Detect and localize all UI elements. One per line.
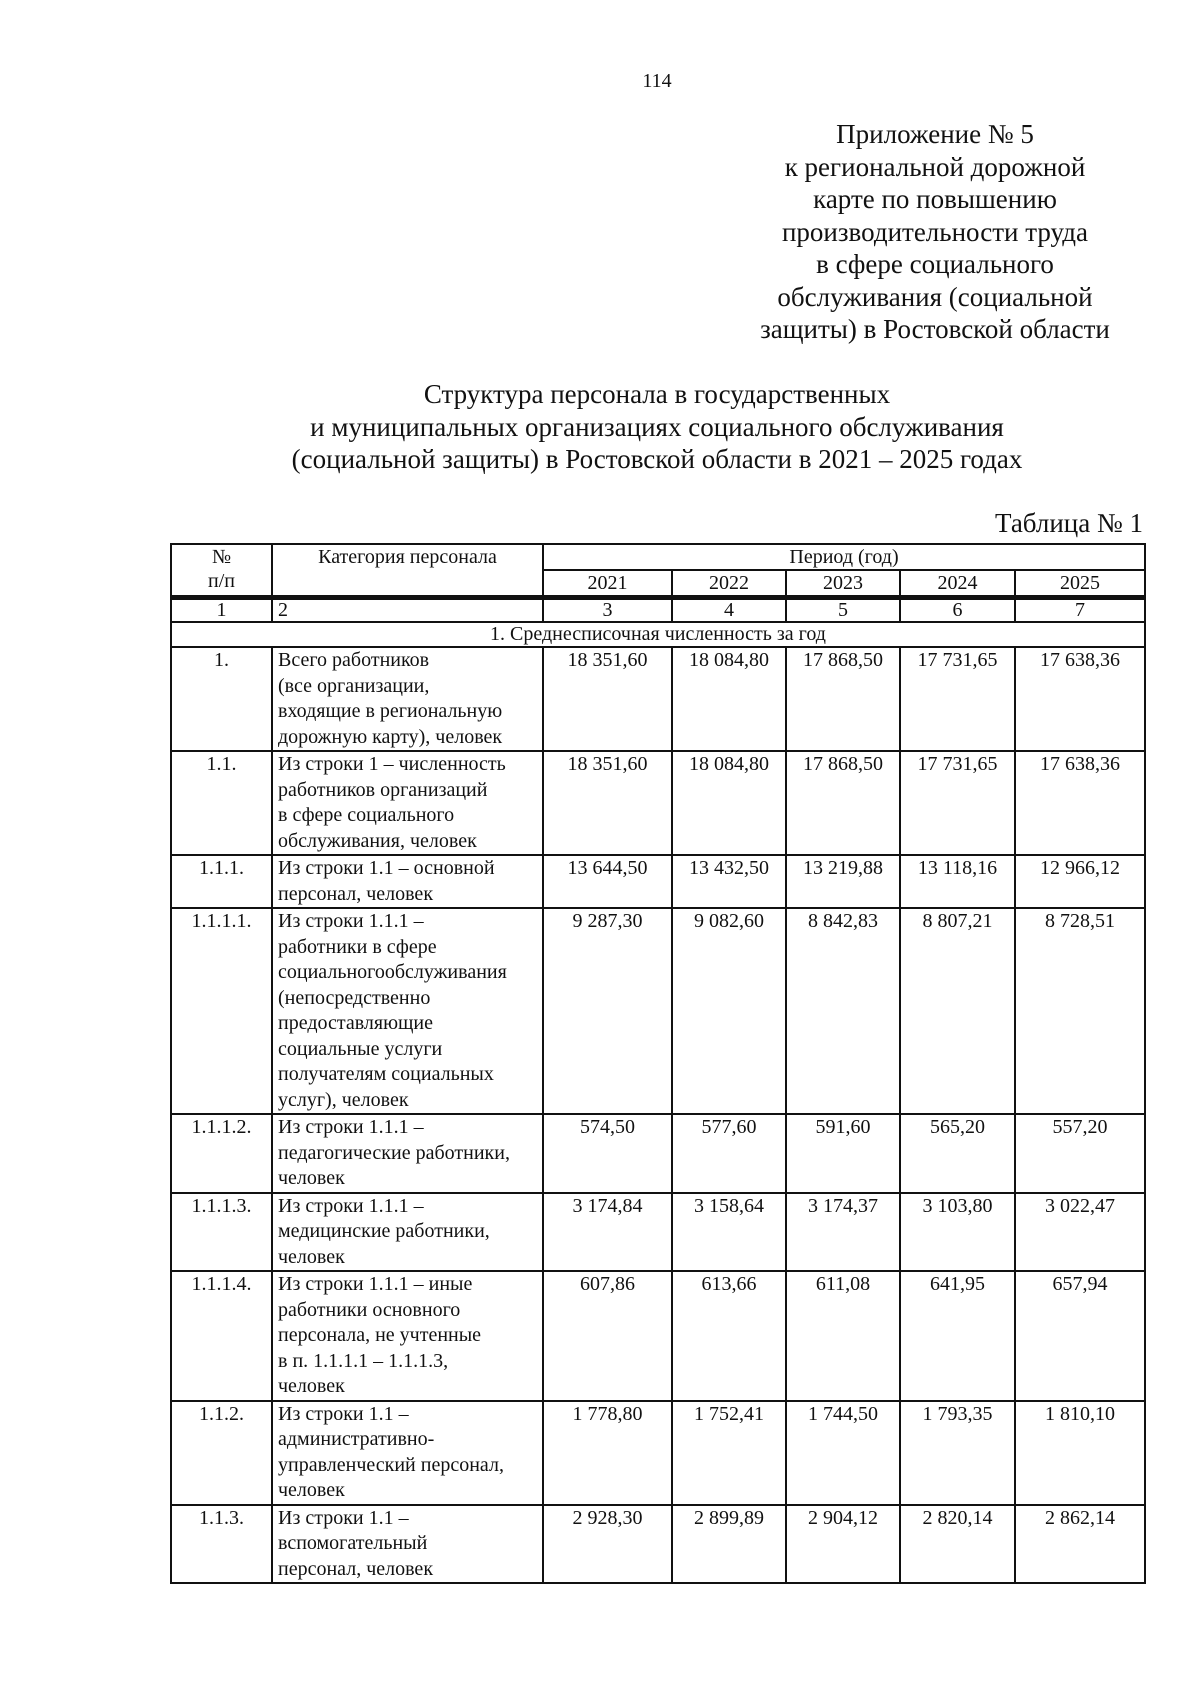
row-category: [272, 1271, 543, 1401]
table-row: [171, 1401, 1145, 1505]
value-cell: 2 928,30: [543, 1505, 672, 1584]
category-line: человек: [278, 1245, 345, 1268]
row-number: 1.1.: [171, 751, 272, 855]
section-row: [171, 622, 1145, 647]
title-line: Структура персонала в государственных: [423, 379, 891, 409]
column-index: 6: [900, 598, 1015, 623]
table-row: [171, 855, 1145, 908]
value-cell: 18 084,80: [672, 647, 786, 751]
value-cell: 1 778,80: [543, 1401, 672, 1505]
appendix-heading: [760, 118, 1110, 346]
category-line: обслуживания, человек: [278, 829, 477, 852]
column-index: 5: [786, 598, 900, 623]
value-cell: 1 810,10: [1015, 1401, 1145, 1505]
table-row: [171, 1114, 1145, 1193]
category-line: персонал, человек: [278, 1557, 434, 1580]
appendix-line: к региональной дорожной: [784, 151, 1086, 182]
value-cell: 607,86: [543, 1271, 672, 1401]
row-number: 1.1.2.: [171, 1401, 272, 1505]
table-label: Таблица № 1: [995, 508, 1143, 538]
header-category: Категория персонала: [272, 544, 543, 598]
appendix-line: обслуживания (социальной: [777, 281, 1093, 312]
category-line: человек: [278, 1375, 345, 1397]
header-num-symbol: №: [211, 546, 232, 568]
value-cell: 3 174,37: [786, 1193, 900, 1272]
value-cell: 2 862,14: [1015, 1505, 1145, 1584]
category-line: услуг), человек: [278, 1088, 409, 1111]
row-number: 1.1.1.4.: [171, 1271, 272, 1401]
category-line: Из строки 1.1.1 –: [278, 910, 424, 932]
category-line: (непосредственно: [278, 986, 431, 1009]
header-year: 2022: [672, 570, 786, 598]
section-title: 1. Среднесписочная численность за год: [171, 622, 1145, 647]
value-cell: 574,50: [543, 1114, 672, 1193]
category-line: работники в сфере: [278, 935, 437, 958]
category-line: административно-: [278, 1428, 435, 1450]
personnel-table: [170, 543, 1146, 1584]
table-row: [171, 751, 1145, 855]
value-cell: 657,94: [1015, 1271, 1145, 1401]
value-cell: 3 174,84: [543, 1193, 672, 1272]
header-row: [171, 544, 1145, 570]
row-category: [272, 1114, 543, 1193]
category-line: управленческий персонал,: [278, 1453, 504, 1476]
category-line: вспомогательный: [278, 1532, 428, 1554]
value-cell: 8 807,21: [900, 908, 1015, 1114]
value-cell: 613,66: [672, 1271, 786, 1401]
category-line: работников организаций: [278, 778, 488, 801]
header-period: Период (год): [543, 544, 1145, 570]
value-cell: 18 351,60: [543, 751, 672, 855]
appendix-line: Приложение № 5: [836, 119, 1034, 149]
header-year: 2021: [543, 570, 672, 598]
row-category: [272, 647, 543, 751]
value-cell: 17 638,36: [1015, 751, 1145, 855]
row-category: [272, 908, 543, 1114]
category-line: Из строки 1.1 –: [278, 1506, 409, 1529]
category-line: предоставляющие: [278, 1012, 434, 1034]
header-year: 2023: [786, 570, 900, 598]
value-cell: 1 744,50: [786, 1401, 900, 1505]
row-category: [272, 1193, 543, 1272]
appendix-line: защиты) в Ростовской области: [760, 314, 1110, 344]
header-num-abbrev: п/п: [208, 570, 235, 592]
value-cell: 611,08: [786, 1271, 900, 1401]
value-cell: 1 793,35: [900, 1401, 1015, 1505]
category-line: медицинские работники,: [278, 1220, 490, 1242]
category-line: дорожную карту), человек: [278, 725, 503, 748]
row-category: [272, 855, 543, 908]
appendix-line: в сфере социального: [816, 249, 1054, 279]
table-row: [171, 1193, 1145, 1272]
row-number: 1.: [171, 647, 272, 751]
value-cell: 8 728,51: [1015, 908, 1145, 1114]
page-number: 114: [642, 70, 672, 92]
category-line: в сфере социального: [278, 804, 455, 826]
table-row: [171, 1271, 1145, 1401]
category-line: в п. 1.1.1.1 – 1.1.1.3,: [278, 1349, 449, 1372]
value-cell: 9 287,30: [543, 908, 672, 1114]
row-number: 1.1.1.1.: [171, 908, 272, 1114]
table-row: [171, 908, 1145, 1114]
appendix-line: карте по повышению: [813, 184, 1057, 214]
value-cell: 17 638,36: [1015, 647, 1145, 751]
value-cell: 13 432,50: [672, 855, 786, 908]
row-number: 1.1.1.2.: [171, 1114, 272, 1193]
appendix-line: производительности труда: [781, 216, 1088, 247]
column-index: 3: [543, 598, 672, 623]
column-index: 2: [272, 598, 543, 623]
category-line: Всего работников: [278, 649, 430, 671]
row-number: 1.1.1.: [171, 855, 272, 908]
column-index: 4: [672, 598, 786, 623]
row-number: 1.1.1.3.: [171, 1193, 272, 1272]
category-line: педагогические работники,: [278, 1141, 510, 1164]
row-number: 1.1.3.: [171, 1505, 272, 1584]
row-category: [272, 751, 543, 855]
category-line: социальные услуги: [278, 1037, 443, 1060]
document-title: [150, 378, 1164, 476]
category-line: человек: [278, 1479, 345, 1501]
value-cell: 18 084,80: [672, 751, 786, 855]
category-line: человек: [278, 1167, 345, 1189]
row-category: [272, 1401, 543, 1505]
value-cell: 3 022,47: [1015, 1193, 1145, 1272]
value-cell: 2 820,14: [900, 1505, 1015, 1584]
value-cell: 17 868,50: [786, 751, 900, 855]
category-line: социальногообслуживания: [278, 961, 507, 983]
table-row: [171, 647, 1145, 751]
category-line: входящие в региональную: [278, 700, 503, 722]
value-cell: 8 842,83: [786, 908, 900, 1114]
category-line: Из строки 1.1 – основной: [278, 857, 495, 879]
value-cell: 557,20: [1015, 1114, 1145, 1193]
category-line: Из строки 1 – численность: [278, 753, 506, 775]
value-cell: 3 103,80: [900, 1193, 1015, 1272]
header-year: 2024: [900, 570, 1015, 598]
category-line: персонал, человек: [278, 882, 434, 905]
category-line: Из строки 1.1.1 –: [278, 1116, 424, 1138]
value-cell: 13 644,50: [543, 855, 672, 908]
category-line: Из строки 1.1.1 – иные: [278, 1273, 473, 1295]
value-cell: 641,95: [900, 1271, 1015, 1401]
category-line: (все организации,: [278, 674, 430, 697]
title-line: (социальной защиты) в Ростовской области в 2021 – 2025 годах: [291, 444, 1023, 474]
value-cell: 18 351,60: [543, 647, 672, 751]
value-cell: 17 731,65: [900, 647, 1015, 751]
category-line: Из строки 1.1 –: [278, 1402, 409, 1425]
value-cell: 17 868,50: [786, 647, 900, 751]
row-category: [272, 1505, 543, 1584]
value-cell: 9 082,60: [672, 908, 786, 1114]
value-cell: 2 899,89: [672, 1505, 786, 1584]
value-cell: 577,60: [672, 1114, 786, 1193]
value-cell: 565,20: [900, 1114, 1015, 1193]
value-cell: 3 158,64: [672, 1193, 786, 1272]
column-index: 7: [1015, 598, 1145, 623]
category-line: Из строки 1.1.1 –: [278, 1194, 424, 1217]
header-year: 2025: [1015, 570, 1145, 598]
value-cell: 2 904,12: [786, 1505, 900, 1584]
value-cell: 12 966,12: [1015, 855, 1145, 908]
value-cell: 13 219,88: [786, 855, 900, 908]
column-index: 1: [171, 598, 272, 623]
column-index-row: [171, 598, 1145, 623]
category-line: работники основного: [278, 1298, 461, 1321]
value-cell: 13 118,16: [900, 855, 1015, 908]
value-cell: 17 731,65: [900, 751, 1015, 855]
value-cell: 1 752,41: [672, 1401, 786, 1505]
category-line: получателям социальных: [278, 1063, 494, 1085]
title-line: и муниципальных организациях социального обслуживания: [310, 411, 1004, 442]
table-row: [171, 1505, 1145, 1584]
header-num-cell: [171, 544, 272, 598]
category-line: персонала, не учтенные: [278, 1324, 482, 1346]
value-cell: 591,60: [786, 1114, 900, 1193]
